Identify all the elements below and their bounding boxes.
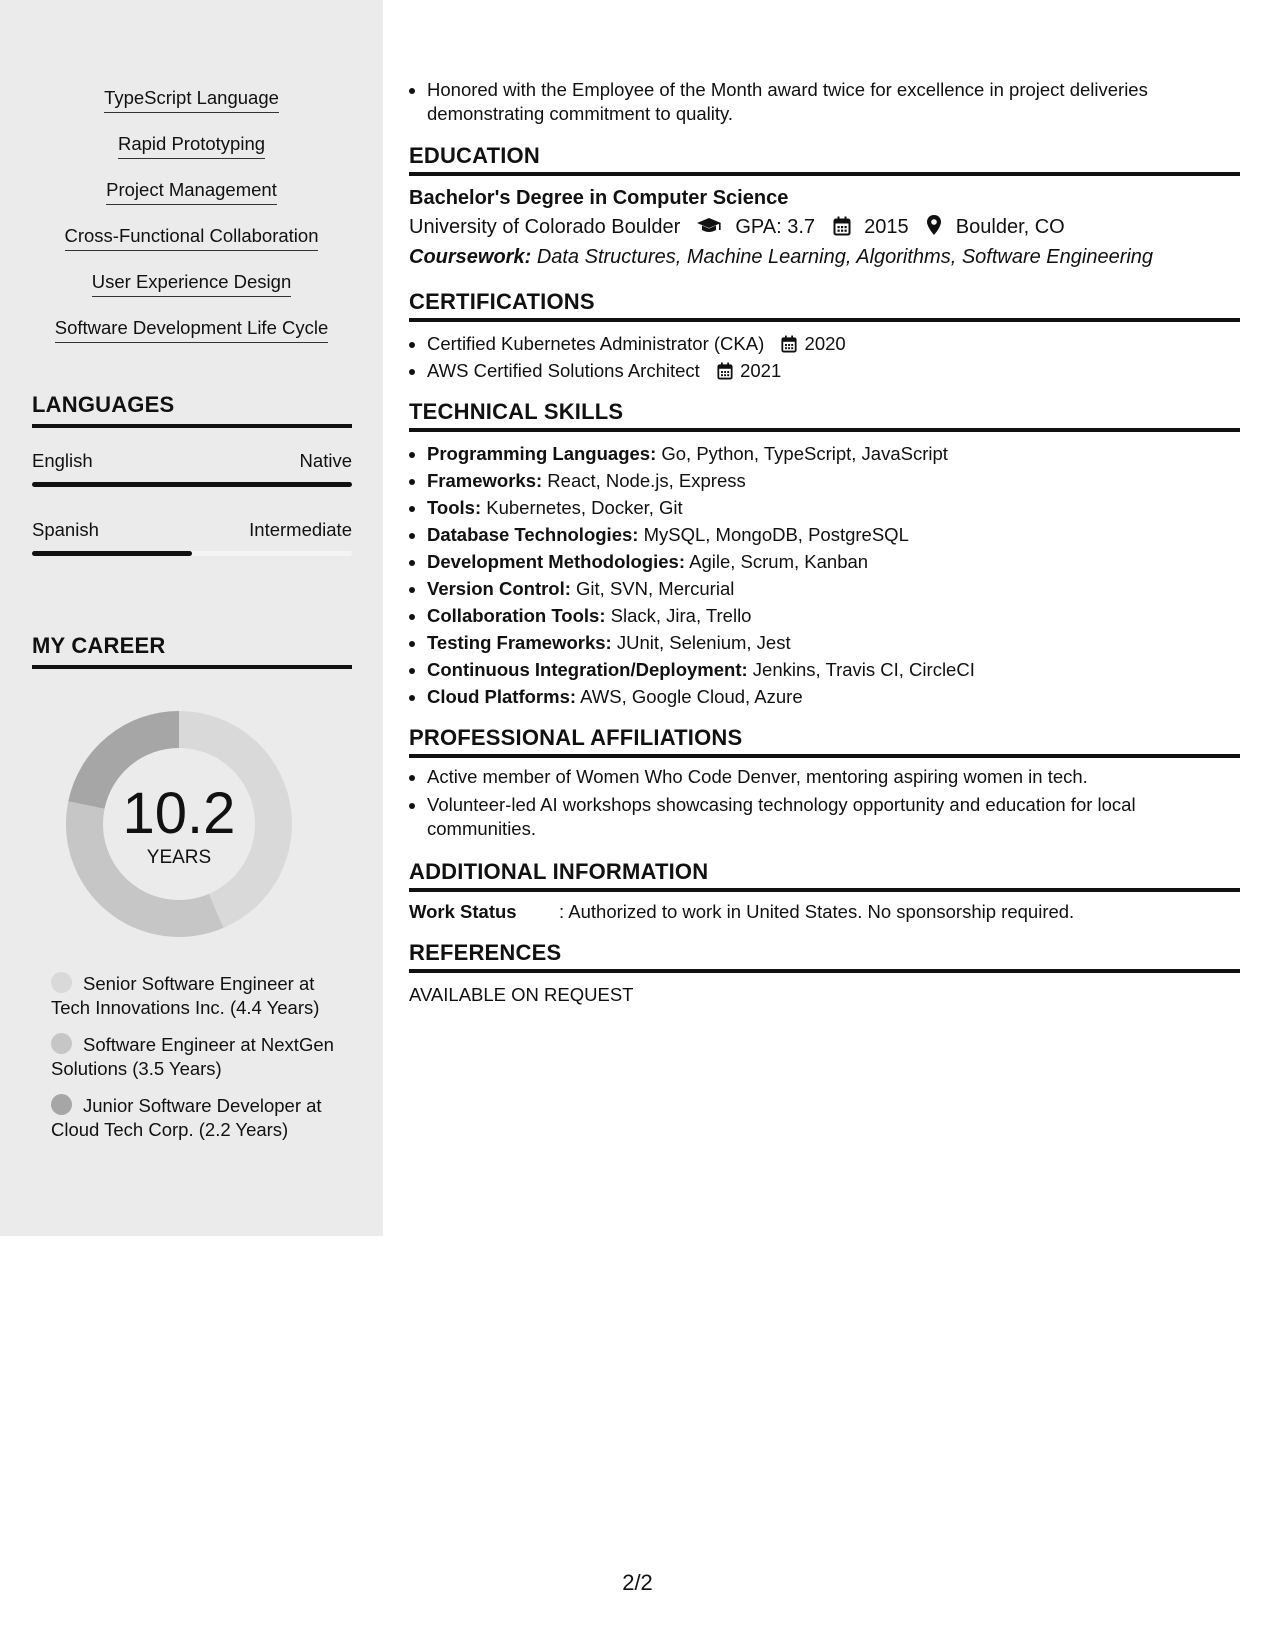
skill-value: MySQL, MongoDB, PostgreSQL: [643, 524, 909, 545]
career-item: [51, 972, 351, 1020]
technical-skill-item: [427, 467, 1240, 494]
language-english: [32, 450, 352, 487]
skill-label: Tools:: [427, 497, 482, 518]
career-item: [51, 1094, 351, 1142]
technical-skill-item: [427, 656, 1240, 683]
career-text: Senior Software Engineer at Tech Innovations Inc. (4.4 Years): [51, 973, 320, 1018]
career-dot: [51, 1033, 72, 1054]
sidebar: [0, 0, 383, 1236]
technical-skill-item: [427, 683, 1240, 710]
career-list: [51, 972, 351, 1155]
languages-heading: LANGUAGES: [32, 392, 352, 428]
gpa: GPA: 3.7: [735, 216, 816, 238]
work-status-row: [409, 900, 1240, 924]
certification-year: 2020: [804, 333, 846, 354]
education-heading: EDUCATION: [409, 143, 1240, 176]
affiliations-heading: PROFESSIONAL AFFILIATIONS: [409, 725, 1240, 758]
calendar-icon: [833, 216, 851, 236]
skill-item: Software Development Life Cycle: [55, 316, 329, 343]
education-location: Boulder, CO: [955, 216, 1065, 238]
coursework: [409, 242, 1240, 272]
skill-value: Kubernetes, Docker, Git: [486, 497, 683, 518]
language-bar-fill: [32, 551, 192, 556]
skill-value: AWS, Google Cloud, Azure: [580, 686, 803, 707]
location-pin-icon: [926, 214, 942, 236]
page-number: 2/2: [622, 1570, 653, 1595]
technical-skill-item: [427, 440, 1240, 467]
main-content: [409, 78, 1240, 1007]
language-spanish: [32, 519, 352, 556]
career-unit: YEARS: [146, 847, 212, 868]
affiliation-item: • Active member of Women Who Code Denver, mentoring aspiring women in tech.: [427, 765, 1240, 789]
coursework-label: Coursework:: [409, 246, 532, 268]
certification-item: [427, 357, 1240, 384]
affiliation-item: • Volunteer-led AI workshops showcasing technology opportunity and education for local communities.: [427, 793, 1240, 841]
work-status-label: Work Status: [409, 901, 517, 922]
skills-list: [0, 86, 383, 362]
technical-skill-item: [427, 548, 1240, 575]
skill-label: Testing Frameworks:: [427, 632, 612, 653]
career-text: Junior Software Developer at Cloud Tech Corp. (2.2 Years): [51, 1095, 322, 1140]
language-bar: [32, 551, 352, 556]
certification-name: Certified Kubernetes Administrator (CKA): [427, 333, 765, 354]
skill-label: Database Technologies:: [427, 524, 639, 545]
skill-value: Slack, Jira, Trello: [610, 605, 752, 626]
language-level: Intermediate: [249, 519, 352, 540]
language-name: Spanish: [32, 519, 99, 540]
calendar-icon: [717, 362, 733, 380]
career-item: [51, 1033, 351, 1081]
language-name: English: [32, 450, 93, 471]
career-dot: [51, 1094, 72, 1115]
career-text: Software Engineer at NextGen Solutions (3.5 Years): [51, 1034, 334, 1079]
technical-skill-item: [427, 494, 1240, 521]
graduation-cap-icon: [696, 216, 722, 236]
certifications-heading: CERTIFICATIONS: [409, 289, 1240, 322]
skill-value: Agile, Scrum, Kanban: [689, 551, 869, 572]
skill-item: Cross-Functional Collaboration: [65, 224, 319, 251]
skill-label: Frameworks:: [427, 470, 543, 491]
technical-skills-heading: TECHNICAL SKILLS: [409, 399, 1240, 432]
skill-label: Continuous Integration/Deployment:: [427, 659, 748, 680]
skill-item: Rapid Prototyping: [118, 132, 265, 159]
skill-label: Development Methodologies:: [427, 551, 685, 572]
skill-value: React, Node.js, Express: [547, 470, 746, 491]
technical-skill-item: [427, 521, 1240, 548]
school-name: University of Colorado Boulder: [409, 216, 681, 238]
skill-item: TypeScript Language: [104, 86, 279, 113]
degree-title: Bachelor's Degree in Computer Science: [409, 187, 789, 209]
skill-value: Go, Python, TypeScript, JavaScript: [661, 443, 948, 464]
coursework-list: Data Structures, Machine Learning, Algorithms, Software Engineering: [536, 246, 1154, 268]
technical-skill-item: [427, 602, 1240, 629]
certification-name: AWS Certified Solutions Architect: [427, 360, 700, 381]
graduation-year: 2015: [864, 216, 909, 238]
skill-value: Git, SVN, Mercurial: [576, 578, 735, 599]
technical-skill-item: [427, 629, 1240, 656]
skill-item: User Experience Design: [92, 270, 291, 297]
skill-value: Jenkins, Travis CI, CircleCI: [752, 659, 975, 680]
skill-label: Cloud Platforms:: [427, 686, 577, 707]
additional-info-heading: ADDITIONAL INFORMATION: [409, 859, 1240, 892]
references-heading: REFERENCES: [409, 940, 1240, 973]
language-level: Native: [299, 450, 352, 471]
career-total: 10.2: [122, 781, 236, 846]
references-text: AVAILABLE ON REQUEST: [409, 984, 634, 1005]
skill-label: Programming Languages:: [427, 443, 657, 464]
skill-value: JUnit, Selenium, Jest: [616, 632, 791, 653]
language-bar-fill: [32, 482, 352, 487]
career-heading: MY CAREER: [32, 633, 352, 669]
career-donut: [66, 711, 292, 937]
work-status-value: : Authorized to work in United States. No sponsorship required.: [559, 901, 1075, 922]
skill-label: Version Control:: [427, 578, 571, 599]
experience-bullet: • Honored with the Employee of the Month award twice for excellence in project deliveries demonstrating commitment to quality.: [427, 78, 1240, 126]
technical-skill-item: [427, 575, 1240, 602]
skill-label: Collaboration Tools:: [427, 605, 606, 626]
certification-year: 2021: [740, 360, 782, 381]
education-details: [409, 212, 1240, 242]
language-bar: [32, 482, 352, 487]
calendar-icon: [781, 335, 797, 353]
skill-item: Project Management: [106, 178, 277, 205]
certification-item: [427, 330, 1240, 357]
career-dot: [51, 972, 72, 993]
